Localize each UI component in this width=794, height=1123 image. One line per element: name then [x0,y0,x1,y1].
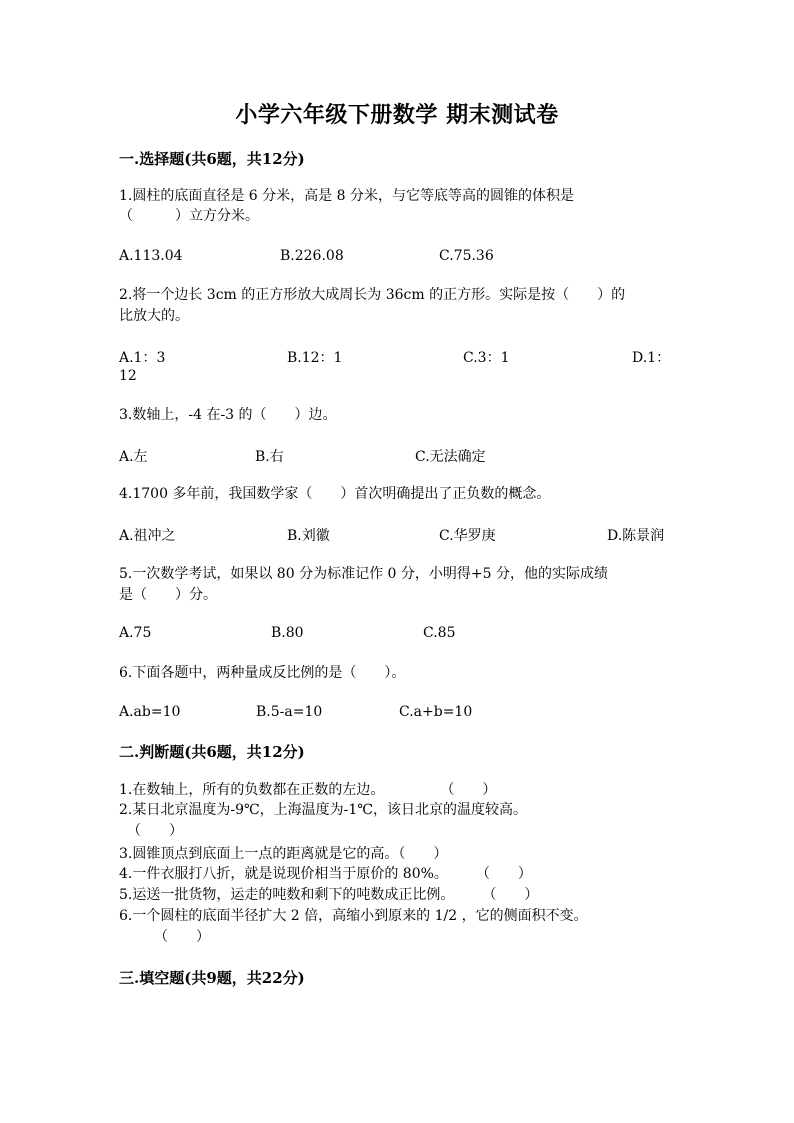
option-c: C.3：1 [463,350,510,366]
option-b: B.右 [255,449,284,465]
option-a: A.1：3 [119,350,166,366]
question-text: 4.1700 多年前，我国数学家（ ）首次明确提出了正负数的概念。 [119,486,551,502]
question-text: 3.数轴上，-4 在-3 的（ ）边。 [119,407,337,423]
judge-line: （ ） [127,823,183,839]
option-c: C.华罗庚 [439,528,496,544]
option-c: C.75.36 [439,248,494,264]
option-a: A.113.04 [119,248,183,264]
option-b: B.5-a=10 [256,704,323,720]
option-a: A.ab=10 [119,704,181,720]
option-b: B.12：1 [287,350,343,366]
page-title: 小学六年级下册数学 期末测试卷 [235,102,559,128]
option-b: B.刘徽 [287,528,330,544]
judge-line: 3.圆锥顶点到底面上一点的距离就是它的高。（ ） [119,846,448,862]
option-c: C.无法确定 [415,449,486,465]
judge-line: 5.运送一批货物，运走的吨数和剩下的吨数成正比例。 （ ） [119,887,539,903]
option-c: C.85 [423,625,456,641]
question-text: （ ）立方分米。 [119,208,259,224]
judge-line: （ ） [119,929,210,945]
option-a: A.75 [119,625,152,641]
option-b: B.226.08 [280,248,344,264]
section-heading-fill: 三.填空题(共9题，共22分) [119,969,305,987]
option-c: C.a+b=10 [399,704,473,720]
judge-line: 1.在数轴上，所有的负数都在正数的左边。 （ ） [119,782,497,798]
option-a: A.左 [119,449,148,465]
judge-line: 2.某日北京温度为-9℃，上海温度为-1℃，该日北京的温度较高。 [119,802,527,818]
question-text: 是（ ）分。 [119,587,217,603]
question-text: 比放大的。 [119,308,189,324]
option-b: B.80 [271,625,304,641]
option-d-continued: 12 [119,368,137,384]
question-text: 5.一次数学考试，如果以 80 分为标准记作 0 分，小明得+5 分，他的实际成绩 [119,566,608,582]
option-a: A.祖冲之 [119,528,176,544]
option-d: D.陈景润 [607,528,665,544]
question-text: 1.圆柱的底面直径是 6 分米，高是 8 分米，与它等底等高的圆锥的体积是 [119,188,574,204]
judge-line: 6.一个圆柱的底面半径扩大 2 倍，高缩小到原来的 1/2 ，它的侧面积不变。 [119,908,588,924]
question-text: 6.下面各题中，两种量成反比例的是（ ）。 [119,665,406,681]
option-d: D.1： [632,350,671,366]
section-heading-judge: 二.判断题(共6题，共12分) [119,743,305,761]
section-heading-choice: 一.选择题(共6题，共12分) [119,150,305,168]
judge-line: 4.一件衣服打八折，就是说现价相当于原价的 80%。 （ ） [119,866,532,882]
question-text: 2.将一个边长 3cm 的正方形放大成周长为 36cm 的正方形。实际是按（ ）的 [119,287,626,303]
